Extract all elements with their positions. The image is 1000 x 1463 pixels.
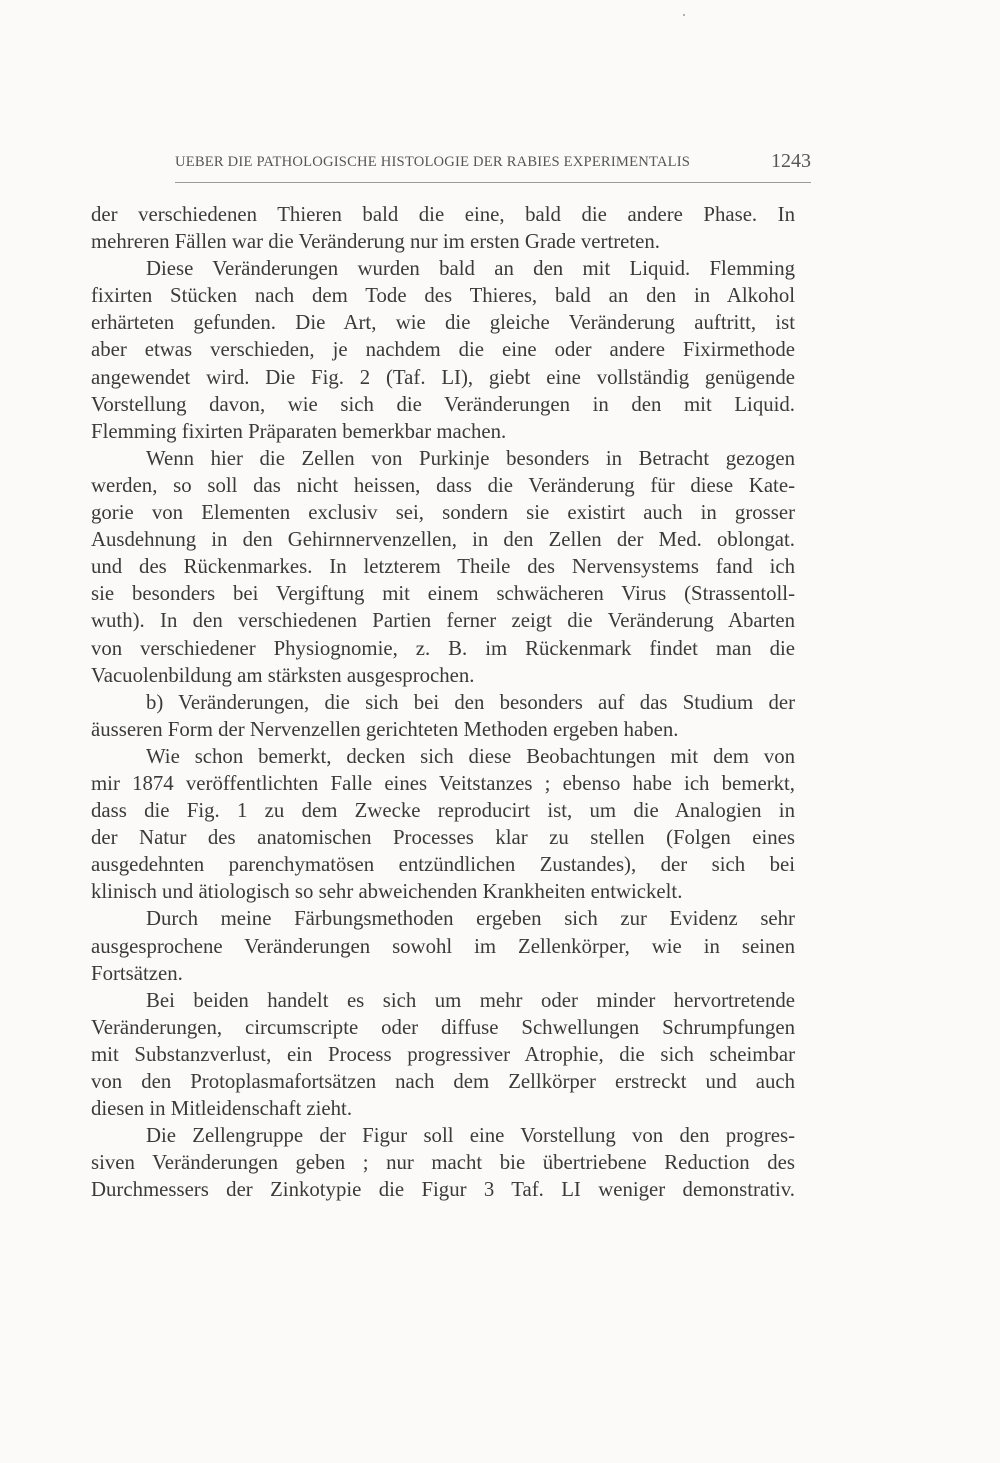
text-line: Fortsätzen. [91, 961, 183, 985]
text-line: Durch meine Färbungsmethoden ergeben sich zur Evidenz sehr [146, 907, 795, 931]
running-head [175, 152, 811, 176]
text-line: mir 1874 veröffentlichten Falle eines Veitstanzes ; ebenso habe ich bemerkt, [91, 771, 795, 795]
text-line: siven Veränderungen geben ; nur macht bie übertriebene Reduction des [91, 1151, 795, 1175]
text-line: b) Veränderungen, die sich bei den besonders auf das Studium der [146, 690, 795, 714]
text-line: angewendet wird. Die Fig. 2 (Taf. LI), giebt eine vollständig genügende [91, 365, 795, 389]
text-line: Wie schon bemerkt, decken sich diese Beobachtungen mit dem von [146, 744, 795, 768]
text-line: dass die Fig. 1 zu dem Zwecke reproducirt ist, um die Analogien in [91, 799, 795, 823]
text-line: Die Zellengruppe der Figur soll eine Vorstellung von den progres- [146, 1124, 795, 1148]
text-line: Wenn hier die Zellen von Purkinje besonders in Betracht gezogen [146, 446, 795, 470]
text-line: der verschiedenen Thieren bald die eine, bald die andere Phase. In [91, 203, 795, 226]
text-line: wuth). In den verschiedenen Partien ferner zeigt die Veränderung Abarten [91, 609, 795, 633]
text-line: Flemming fixirten Präparaten bemerkbar machen. [91, 419, 507, 443]
page-number: 1243 [771, 150, 811, 172]
text-line: Vorstellung davon, wie sich die Veränderungen in den mit Liquid. [91, 392, 795, 416]
text-line: diesen in Mitleidenschaft zieht. [91, 1097, 353, 1121]
text-line: von den Protoplasmafortsätzen nach dem Zellkörper erstreckt und auch [91, 1070, 795, 1093]
text-line: und des Rückenmarkes. In letzterem Theile des Nervensystems fand ich [91, 555, 795, 579]
text-line: erhärteten gefunden. Die Art, wie die gleiche Veränderung auftritt, ist [91, 311, 795, 335]
text-line: mehreren Fällen war die Veränderung nur im ersten Grade vertreten. [91, 230, 660, 254]
running-title: UEBER DIE PATHOLOGISCHE HISTOLOGIE DER RABIES EXPERIMENTALIS [175, 154, 691, 170]
text-line: mit Substanzverlust, ein Process progressiver Atrophie, die sich scheimbar [91, 1042, 795, 1066]
text-line: ausgesprochene Veränderungen sowohl im Zellenkörper, wie in seinen [91, 934, 795, 958]
text-line: fixirten Stücken nach dem Tode des Thieres, bald an den in Alkohol [91, 284, 795, 308]
header-rule [175, 182, 811, 183]
text-line: sie besonders bei Vergiftung mit einem schwächeren Virus (Strassentoll- [91, 582, 795, 606]
text-line: Ausdehnung in den Gehirnnervenzellen, in den Zellen der Med. oblongat. [91, 528, 795, 552]
text-line: äusseren Form der Nervenzellen gerichteten Methoden ergeben haben. [91, 717, 679, 741]
text-line: klinisch und ätiologisch so sehr abweichenden Krankheiten entwickelt. [91, 880, 683, 904]
paper-speck [683, 14, 685, 16]
body-text [91, 201, 795, 1203]
text-line: Diese Veränderungen wurden bald an den mit Liquid. Flemming [146, 257, 795, 281]
text-line: von verschiedener Physiognomie, z. B. im Rückenmark findet man die [91, 636, 795, 660]
text-line: werden, so soll das nicht heissen, dass die Veränderung für diese Kate- [91, 473, 795, 497]
text-line: Durchmessers der Zinkotypie die Figur 3 Taf. LI weniger demonstrativ. [91, 1178, 795, 1202]
text-line: aber etwas verschieden, je nachdem die eine oder andere Fixirmethode [91, 338, 795, 362]
text-line: Bei beiden handelt es sich um mehr oder minder hervortretende [146, 988, 795, 1012]
text-line: ausgedehnten parenchymatösen entzündlichen Zustandes), der sich bei [91, 853, 795, 877]
text-line: Vacuolenbildung am stärksten ausgesprochen. [91, 663, 475, 687]
text-line: gorie von Elementen exclusiv sei, sondern sie existirt auch in grosser [91, 501, 795, 525]
text-line: der Natur des anatomischen Processes klar zu stellen (Folgen eines [91, 826, 795, 850]
text-line: Veränderungen, circumscripte oder diffuse Schwellungen Schrumpfungen [91, 1015, 795, 1039]
